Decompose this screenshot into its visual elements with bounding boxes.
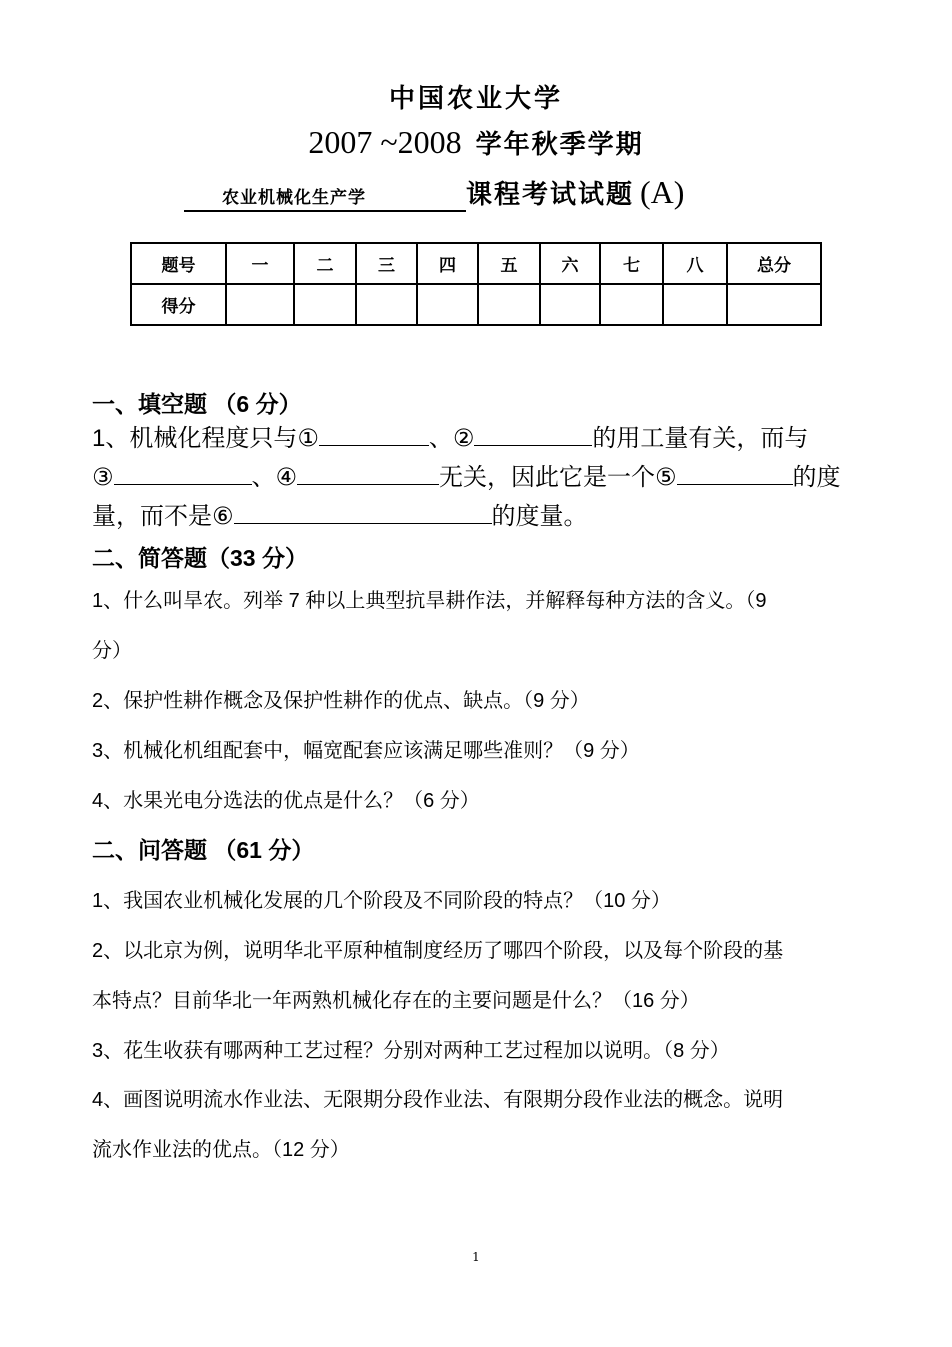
score-cell bbox=[663, 284, 727, 325]
score-header-cell: 四 bbox=[417, 243, 478, 284]
blank-text: 1、机械化程度只与① bbox=[92, 425, 319, 452]
score-header-cell: 六 bbox=[540, 243, 600, 284]
short-answer-question-4: 4、水果光电分选法的优点是什么？（6 分） bbox=[92, 790, 480, 812]
score-cell bbox=[417, 284, 478, 325]
university-title: 中国农业大学 bbox=[388, 84, 563, 114]
score-cell bbox=[294, 284, 356, 325]
blank-5 bbox=[677, 460, 793, 485]
score-cell bbox=[356, 284, 417, 325]
score-header-cell: 五 bbox=[478, 243, 540, 284]
score-header-cell: 三 bbox=[356, 243, 417, 284]
score-header-cell: 二 bbox=[294, 243, 356, 284]
blank-6 bbox=[234, 499, 492, 524]
blank-text: 、② bbox=[428, 425, 475, 452]
blank-text: 无关，因此它是一个⑤ bbox=[439, 464, 677, 491]
blank-text: 的用工量有关，而与 bbox=[592, 425, 809, 452]
blank-text: 量，而不是⑥ bbox=[92, 503, 234, 530]
academic-year: 2007 ~2008 bbox=[308, 124, 462, 160]
course-name: 农业机械化生产学 bbox=[184, 183, 466, 212]
blank-4 bbox=[297, 460, 439, 485]
blank-text: 、④ bbox=[251, 464, 298, 491]
essay-question-2-cont: 本特点？目前华北一年两熟机械化存在的主要问题是什么？（16 分） bbox=[92, 990, 700, 1012]
section-fill-blank-title: 一、填空题 （6 分） bbox=[92, 391, 302, 417]
course-line bbox=[184, 174, 684, 212]
blank-text: ③ bbox=[92, 464, 114, 491]
fill-blank-line-2 bbox=[92, 459, 841, 497]
section-short-answer-title: 二、简答题（33 分） bbox=[92, 545, 308, 571]
score-cell bbox=[600, 284, 663, 325]
paper-version: (A) bbox=[640, 174, 685, 210]
blank-text: 的度 bbox=[792, 464, 841, 491]
score-row bbox=[131, 284, 821, 325]
term-line bbox=[0, 124, 952, 161]
score-row-label: 得分 bbox=[131, 284, 226, 325]
score-header-cell: 题号 bbox=[131, 243, 226, 284]
essay-question-3: 3、花生收获有哪两种工艺过程？分别对两种工艺过程加以说明。（8 分） bbox=[92, 1040, 730, 1062]
score-header-cell: 八 bbox=[663, 243, 727, 284]
short-answer-question-3: 3、机械化机组配套中，幅宽配套应该满足哪些准则？（9 分） bbox=[92, 740, 640, 762]
score-header-cell: 一 bbox=[226, 243, 294, 284]
short-answer-question-1-cont: 分） bbox=[92, 640, 132, 662]
score-cell bbox=[478, 284, 540, 325]
blank-3 bbox=[114, 460, 252, 485]
question-number-row bbox=[131, 243, 821, 284]
score-cell bbox=[727, 284, 821, 325]
essay-question-4-cont: 流水作业法的优点。（12 分） bbox=[92, 1139, 350, 1161]
section-essay-title: 二、问答题 （61 分） bbox=[92, 837, 315, 863]
exam-title: 课程考试试题 bbox=[466, 180, 635, 210]
fill-blank-line-3 bbox=[92, 498, 588, 536]
fill-blank-line-1 bbox=[92, 420, 808, 458]
score-table bbox=[130, 242, 822, 326]
semester: 学年秋季学期 bbox=[475, 130, 644, 160]
essay-question-4: 4、画图说明流水作业法、无限期分段作业法、有限期分段作业法的概念。说明 bbox=[92, 1089, 784, 1111]
blank-text: 的度量。 bbox=[491, 503, 588, 530]
page-number: 1 bbox=[472, 1250, 480, 1264]
essay-question-1: 1、我国农业机械化发展的几个阶段及不同阶段的特点？（10 分） bbox=[92, 890, 671, 912]
short-answer-question-2: 2、保护性耕作概念及保护性耕作的优点、缺点。（9 分） bbox=[92, 690, 590, 712]
score-header-cell: 七 bbox=[600, 243, 663, 284]
score-header-cell: 总分 bbox=[727, 243, 821, 284]
blank-1 bbox=[319, 421, 429, 446]
short-answer-question-1: 1、什么叫旱农。列举 7 种以上典型抗旱耕作法，并解释每种方法的含义。（9 bbox=[92, 590, 767, 612]
score-cell bbox=[226, 284, 294, 325]
blank-2 bbox=[474, 421, 592, 446]
essay-question-2: 2、以北京为例，说明华北平原种植制度经历了哪四个阶段，以及每个阶段的基 bbox=[92, 940, 784, 962]
score-cell bbox=[540, 284, 600, 325]
